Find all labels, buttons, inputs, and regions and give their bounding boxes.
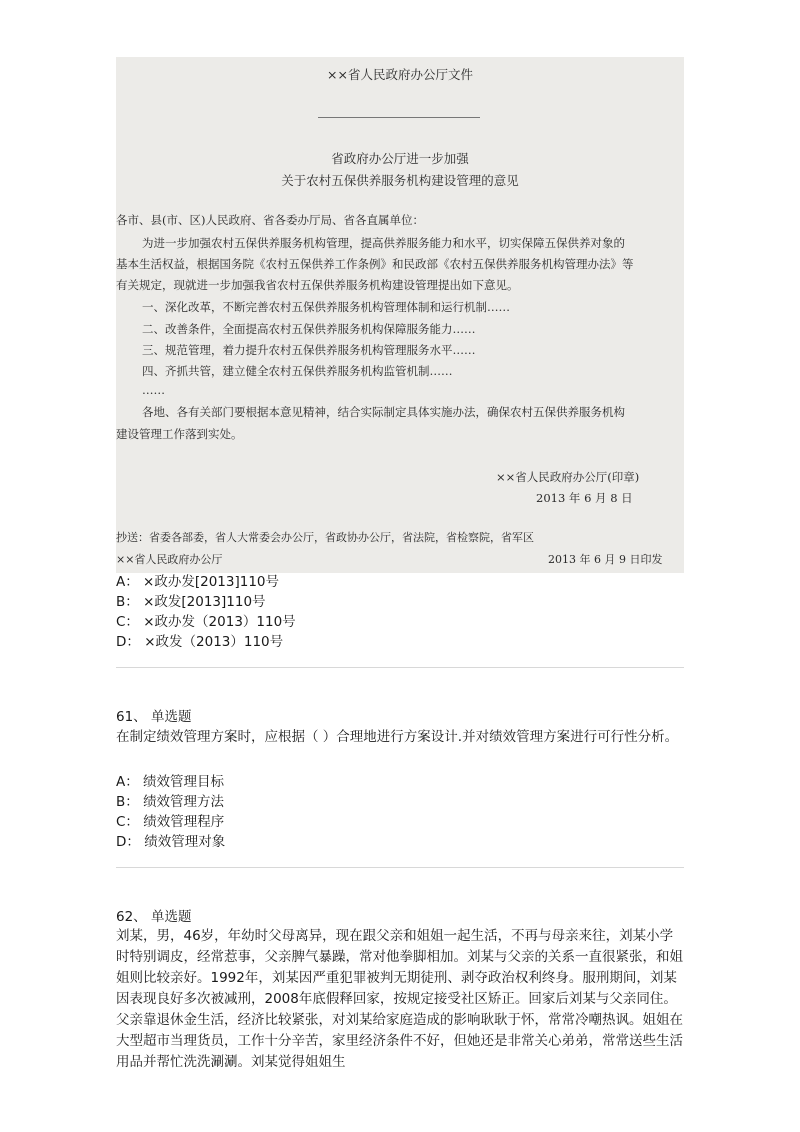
doc-body-line: 一、深化改革，不断完善农村五保供养服务机构管理体制和运行机制…… — [142, 300, 510, 314]
option-a[interactable] — [116, 570, 279, 590]
question-divider — [116, 867, 684, 868]
doc-body-line: 基本生活权益，根据国务院《农村五保供养工作条例》和民政部《农村五保供养服务机构管理办法》等 — [116, 257, 634, 271]
doc-addressee: 各市、县(市、区)人民政府、省各委办厅局、省各直属单位： — [116, 213, 424, 227]
question-62-stem: 刘某，男，46岁，年幼时父母离异，现在跟父亲和姐姐一起生活，不再与母亲来往，刘某小学时特别调皮，经常惹事，父亲脾气暴躁，常对他拳脚相加。刘某与父亲的关系一直很紧张，和姐姐则比较亲好。1992年，刘某因严重犯罪被判无期徒刑、剥夺政治权利终身。服刑期间，刘某因表现良好多次被减刑，2008年底假释回家，按规定接受社区矫正。回家后刘某与父亲同住。父亲靠退休金生活，经济比较紧张，对刘某给家庭造成的影响耿耿于怀，常常冷嘲热讽。姐姐在大型超市当理货员，工作十分辛苦，家里经济条件不好，但她还是非常关心弟弟，常常送些生活用品并帮忙洗洗涮涮。刘某觉得姐姐生 — [116, 928, 683, 1070]
option-text: 绩效管理对象 — [144, 834, 226, 850]
option-text: ×政发[2013]110号 — [143, 594, 266, 610]
option-key: A： — [116, 774, 139, 790]
doc-body-line: 为进一步加强农村五保供养服务机构管理，提高供养服务能力和水平，切实保障五保供养对象的 — [142, 236, 625, 250]
option-text: 绩效管理目标 — [143, 774, 225, 790]
option-b[interactable] — [116, 790, 224, 810]
option-key: A： — [116, 574, 139, 590]
option-key: B： — [116, 594, 139, 610]
option-text: 绩效管理方法 — [143, 794, 225, 810]
doc-issuer: ××省人民政府办公厅 — [116, 553, 223, 566]
doc-sign-date: 2013 年 6 月 8 日 — [536, 491, 633, 505]
option-text: ×政办发（2013）110号 — [143, 614, 296, 630]
option-b[interactable] — [116, 590, 266, 610]
doc-header-rule — [318, 117, 480, 118]
option-c[interactable] — [116, 610, 296, 630]
doc-header: ××省人民政府办公厅文件 — [327, 67, 473, 82]
question-62-header: 62、 单选题 — [116, 909, 192, 925]
option-a[interactable] — [116, 770, 224, 790]
doc-body-line: 四、齐抓共管，建立健全农村五保供养服务机构监管机制…… — [142, 364, 453, 378]
option-key: C： — [116, 814, 139, 830]
question-divider — [116, 667, 684, 668]
doc-body-line: 建设管理工作落到实处。 — [116, 427, 243, 441]
doc-title-line1: 省政府办公厅进一步加强 — [331, 151, 469, 166]
doc-body-line: 有关规定，现就进一步加强我省农村五保供养服务机构建设管理提出如下意见。 — [116, 278, 519, 292]
option-d[interactable] — [116, 630, 283, 650]
doc-body-line: 各地、各有关部门要根据本意见精神，结合实际制定具体实施办法，确保农村五保供养服务机构 — [142, 405, 625, 419]
question-61-stem: 在制定绩效管理方案时，应根据（ ）合理地进行方案设计.并对绩效管理方案进行可行性分析。 — [116, 729, 679, 745]
option-text: 绩效管理程序 — [143, 814, 225, 830]
option-key: B： — [116, 794, 139, 810]
doc-title-line2: 关于农村五保供养服务机构建设管理的意见 — [281, 173, 519, 188]
option-d[interactable] — [116, 830, 225, 850]
option-key: C： — [116, 614, 139, 630]
question-61-header: 61、 单选题 — [116, 709, 192, 725]
option-c[interactable] — [116, 810, 224, 830]
option-key: D： — [116, 834, 140, 850]
doc-body-line: 三、规范管理，着力提升农村五保供养服务机构管理服务水平…… — [142, 343, 476, 357]
doc-body-line: …… — [142, 383, 165, 397]
scanned-document-image — [116, 57, 684, 573]
option-text: ×政办发[2013]110号 — [143, 574, 280, 590]
doc-cc-line: 抄送：省委各部委，省人大常委会办公厅，省政协办公厅，省法院，省检察院，省军区 — [116, 531, 534, 544]
option-text: ×政发（2013）110号 — [144, 634, 284, 650]
doc-signature: ××省人民政府办公厅(印章) — [496, 470, 640, 484]
doc-body-line: 二、改善条件，全面提高农村五保供养服务机构保障服务能力…… — [142, 322, 476, 336]
doc-print-date: 2013 年 6 月 9 日印发 — [548, 553, 663, 566]
option-key: D： — [116, 634, 140, 650]
